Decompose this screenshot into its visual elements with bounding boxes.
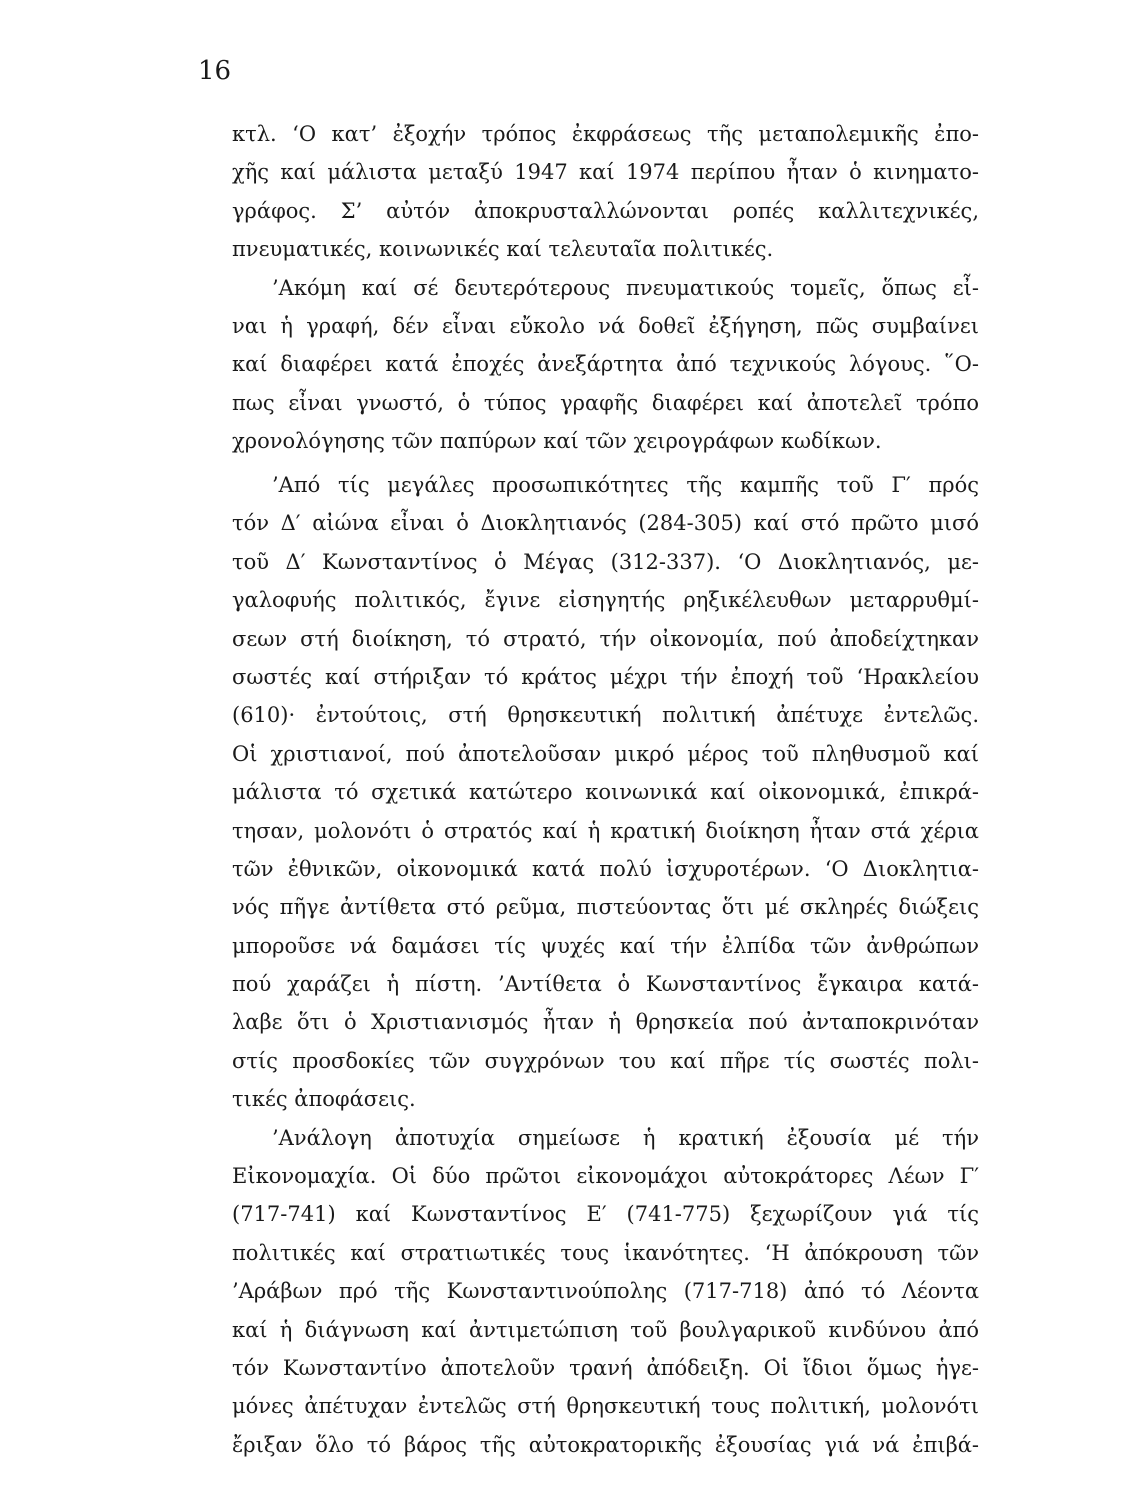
text-line: πως εἶναι γνωστό, ὁ τύπος γραφῆς διαφέρει καί ἀποτελεῖ τρόπο <box>232 390 979 415</box>
text-line: χῆς καί μάλιστα μεταξύ 1947 καί 1974 περίπου ἦταν ὁ κινηματο- <box>232 160 979 185</box>
text-line: Οἱ χριστιανοί, πού ἀποτελοῦσαν μικρό μέρος τοῦ πληθυσμοῦ καί <box>232 741 979 766</box>
text-line: καί διαφέρει κατά ἐποχές ἀνεξάρτητα ἀπό τεχνικούς λόγους. ῞Ο- <box>232 352 979 377</box>
text-line: τοῦ Δ′ Κωνσταντίνος ὁ Μέγας (312-337). ‘Ο Διοκλητιανός, με- <box>232 549 979 574</box>
text-line: Εἰκονομαχία. Οἱ δύο πρῶτοι εἰκονομάχοι αὐτοκράτορες Λέων Γ′ <box>232 1164 979 1189</box>
text-line: ’Ακόμη καί σέ δευτερότερους πνευματικούς τομεῖς, ὅπως εἶ- <box>272 275 979 300</box>
text-line: γράφος. Σ’ αὐτόν ἀποκρυσταλλώνονται ροπές καλλιτεχνικές, <box>232 198 979 223</box>
text-line: πολιτικές καί στρατιωτικές τους ἱκανότητες. ‘Η ἀπόκρουση τῶν <box>232 1240 979 1265</box>
text-line: τῶν ἐθνικῶν, οἰκονομικά κατά πολύ ἰσχυροτέρων. ‘Ο Διοκλητια- <box>232 856 979 881</box>
text-line: τικές ἀποφάσεις. <box>232 1087 416 1112</box>
text-line: γαλοφυής πολιτικός, ἔγινε εἰσηγητής ρηξικέλευθων μεταρρυθμί- <box>232 588 979 613</box>
page-number: 16 <box>198 56 232 86</box>
text-line: ναι ἡ γραφή, δέν εἶναι εὔκολο νά δοθεῖ ἐξήγηση, πῶς συμβαίνει <box>232 313 979 338</box>
text-line: πνευματικές, κοινωνικές καί τελευταῖα πολιτικές. <box>232 237 774 262</box>
text-line: τόν Δ′ αἰώνα εἶναι ὁ Διοκλητιανός (284-305) καί στό πρῶτο μισό <box>232 511 979 536</box>
text-line: (610)· ἐντούτοις, στή θρησκευτική πολιτική ἀπέτυχε ἐντελῶς. <box>232 703 979 728</box>
text-line: νός πῆγε ἀντίθετα στό ρεῦμα, πιστεύοντας ὅτι μέ σκληρές διώξεις <box>232 895 979 920</box>
text-block-1 <box>232 115 979 461</box>
text-line: στίς προσδοκίες τῶν συγχρόνων του καί πῆρε τίς σωστές πολι- <box>232 1048 979 1073</box>
text-line: πού χαράζει ἡ πίστη. ’Αντίθετα ὁ Κωνσταντίνος ἔγκαιρα κατά- <box>232 972 979 997</box>
text-line: τησαν, μολονότι ὁ στρατός καί ἡ κρατική διοίκηση ἦταν στά χέρια <box>232 818 979 843</box>
text-line: κτλ. ‘Ο κατ’ ἐξοχήν τρόπος ἐκφράσεως τῆς μεταπολεμικῆς ἐπο- <box>232 122 979 146</box>
text-line: (717-741) καί Κωνσταντίνος Ε′ (741-775) ξεχωρίζουν γιά τίς <box>232 1202 979 1227</box>
text-line: σωστές καί στήριξαν τό κράτος μέχρι τήν ἐποχή τοῦ ‘Ηρακλείου <box>232 664 979 689</box>
text-line: ’Αράβων πρό τῆς Κωνσταντινούπολης (717-718) ἀπό τό Λέοντα <box>232 1279 979 1304</box>
text-line: ἔριξαν ὅλο τό βάρος τῆς αὐτοκρατορικῆς ἐξουσίας γιά νά ἐπιβά- <box>232 1432 979 1457</box>
text-line: σεων στή διοίκηση, τό στρατό, τήν οἰκονομία, πού ἀποδείχτηκαν <box>232 626 979 651</box>
text-block-2 <box>232 466 979 1464</box>
text-line: μάλιστα τό σχετικά κατώτερο κοινωνικά καί οἰκονομικά, ἐπικρά- <box>232 780 979 805</box>
text-line: καί ἡ διάγνωση καί ἀντιμετώπιση τοῦ βουλγαρικοῦ κινδύνου ἀπό <box>232 1317 979 1342</box>
text-line: ’Από τίς μεγάλες προσωπικότητες τῆς καμπῆς τοῦ Γ′ πρός <box>272 473 979 497</box>
text-line: τόν Κωνσταντίνο ἀποτελοῦν τρανή ἀπόδειξη. Οἱ ἴδιοι ὅμως ἡγε- <box>232 1355 979 1380</box>
text-line: χρονολόγησης τῶν παπύρων καί τῶν χειρογράφων κωδίκων. <box>232 429 882 454</box>
text-line: μόνες ἀπέτυχαν ἐντελῶς στή θρησκευτική τους πολιτική, μολονότι <box>232 1394 979 1419</box>
text-line: ’Ανάλογη ἀποτυχία σημείωσε ἡ κρατική ἐξουσία μέ τήν <box>272 1125 979 1150</box>
text-line: μποροῦσε νά δαμάσει τίς ψυχές καί τήν ἐλπίδα τῶν ἀνθρώπων <box>232 933 979 958</box>
text-line: λαβε ὅτι ὁ Χριστιανισμός ἦταν ἡ θρησκεία πού ἀνταποκρινόταν <box>232 1010 979 1035</box>
